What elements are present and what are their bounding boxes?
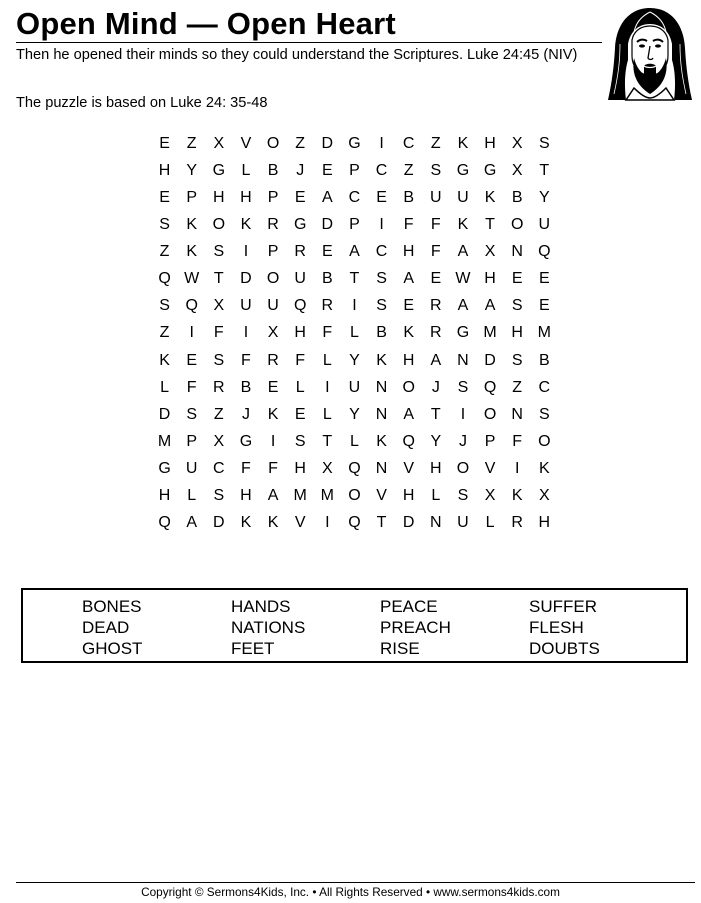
- word-search-grid: [151, 130, 558, 537]
- grid-letter[interactable]: S: [457, 487, 469, 505]
- grid-letter[interactable]: B: [376, 324, 387, 342]
- grid-letter[interactable]: A: [457, 297, 469, 315]
- grid-letter[interactable]: F: [213, 324, 224, 342]
- grid-letter[interactable]: D: [484, 351, 496, 369]
- grid-letter[interactable]: I: [189, 324, 194, 342]
- grid-letter[interactable]: K: [457, 134, 469, 152]
- grid-letter[interactable]: L: [187, 487, 197, 505]
- grid-letter[interactable]: A: [457, 243, 469, 261]
- grid-letter[interactable]: T: [430, 405, 441, 423]
- grid-letter[interactable]: P: [349, 215, 360, 233]
- word-list-item: HANDS: [231, 597, 291, 616]
- grid-letter[interactable]: R: [267, 215, 279, 233]
- grid-letter[interactable]: A: [403, 405, 415, 423]
- puzzle-source: The puzzle is based on Luke 24: 35-48: [16, 95, 268, 111]
- word-list-item: PEACE: [380, 597, 438, 616]
- grid-letter[interactable]: K: [240, 215, 252, 233]
- grid-letter[interactable]: Z: [430, 134, 441, 152]
- grid-letter[interactable]: D: [240, 270, 252, 288]
- grid-letter[interactable]: H: [213, 188, 225, 206]
- word-list-item: DEAD: [82, 618, 130, 637]
- grid-letter[interactable]: X: [511, 161, 523, 179]
- grid-letter[interactable]: H: [240, 487, 252, 505]
- grid-letter[interactable]: K: [267, 405, 279, 423]
- grid-letter[interactable]: O: [456, 460, 470, 478]
- grid-letter[interactable]: N: [457, 351, 469, 369]
- grid-letter[interactable]: F: [241, 351, 251, 369]
- grid-letter[interactable]: E: [511, 270, 523, 288]
- title-divider: [16, 42, 602, 43]
- grid-letter[interactable]: C: [375, 243, 388, 261]
- grid-letter[interactable]: T: [539, 161, 550, 179]
- grid-letter[interactable]: V: [484, 460, 496, 478]
- grid-letter[interactable]: Y: [430, 432, 442, 450]
- scripture-verse: Then he opened their minds so they could understand the Scriptures. Luke 24:45 (NIV): [16, 47, 578, 63]
- grid-letter[interactable]: U: [430, 188, 442, 206]
- grid-letter[interactable]: O: [538, 432, 551, 450]
- grid-letter[interactable]: H: [484, 134, 496, 152]
- grid-letter[interactable]: H: [158, 161, 171, 179]
- grid-letter[interactable]: I: [379, 134, 384, 152]
- grid-letter[interactable]: K: [376, 432, 387, 450]
- grid-letter[interactable]: M: [483, 324, 497, 342]
- grid-letter[interactable]: B: [403, 188, 415, 206]
- grid-letter[interactable]: P: [186, 432, 198, 450]
- grid-letter[interactable]: A: [267, 487, 279, 505]
- grid-letter[interactable]: P: [267, 243, 279, 261]
- grid-letter[interactable]: E: [159, 188, 170, 206]
- grid-letter[interactable]: S: [213, 351, 225, 369]
- grid-letter[interactable]: H: [538, 514, 551, 532]
- grid-letter[interactable]: K: [403, 324, 415, 342]
- grid-letter[interactable]: E: [294, 405, 306, 423]
- grid-letter[interactable]: K: [159, 351, 170, 369]
- grid-letter[interactable]: G: [456, 161, 470, 179]
- grid-letter[interactable]: B: [240, 378, 252, 396]
- grid-letter[interactable]: E: [376, 188, 387, 206]
- grid-letter[interactable]: S: [376, 297, 387, 315]
- grid-letter[interactable]: L: [241, 161, 251, 179]
- grid-letter[interactable]: E: [538, 297, 550, 315]
- grid-letter[interactable]: F: [295, 351, 306, 369]
- grid-letter[interactable]: A: [403, 270, 415, 288]
- grid-letter[interactable]: S: [511, 297, 523, 315]
- grid-letter[interactable]: F: [322, 324, 333, 342]
- grid-letter[interactable]: U: [240, 297, 252, 315]
- grid-letter[interactable]: L: [322, 351, 332, 369]
- grid-letter[interactable]: R: [430, 297, 442, 315]
- grid-letter[interactable]: H: [240, 188, 252, 206]
- grid-letter[interactable]: B: [267, 161, 279, 179]
- grid-letter[interactable]: X: [213, 134, 225, 152]
- grid-letter[interactable]: D: [158, 405, 171, 423]
- grid-letter[interactable]: Q: [402, 432, 415, 450]
- grid-letter[interactable]: E: [538, 270, 550, 288]
- grid-letter[interactable]: I: [325, 378, 330, 396]
- word-list-item: PREACH: [380, 618, 451, 637]
- grid-letter[interactable]: J: [241, 405, 250, 423]
- grid-letter[interactable]: D: [213, 514, 225, 532]
- grid-letter[interactable]: H: [402, 487, 415, 505]
- grid-letter[interactable]: K: [240, 514, 252, 532]
- grid-letter[interactable]: Q: [185, 297, 198, 315]
- grid-letter[interactable]: T: [376, 514, 387, 532]
- grid-letter[interactable]: Q: [538, 243, 551, 261]
- grid-letter[interactable]: L: [349, 432, 359, 450]
- grid-letter[interactable]: P: [484, 432, 496, 450]
- grid-letter[interactable]: M: [293, 487, 307, 505]
- grid-letter[interactable]: E: [430, 270, 442, 288]
- grid-letter[interactable]: L: [431, 487, 441, 505]
- grid-letter[interactable]: I: [460, 405, 466, 423]
- grid-letter[interactable]: G: [212, 161, 226, 179]
- grid-letter[interactable]: U: [294, 270, 306, 288]
- grid-letter[interactable]: F: [403, 215, 414, 233]
- grid-letter[interactable]: Y: [349, 351, 360, 369]
- grid-letter[interactable]: C: [402, 134, 415, 152]
- grid-letter[interactable]: A: [484, 297, 496, 315]
- grid-letter[interactable]: K: [538, 460, 550, 478]
- grid-letter[interactable]: G: [348, 134, 361, 152]
- grid-letter[interactable]: O: [348, 487, 361, 505]
- word-list: [82, 596, 678, 659]
- grid-letter[interactable]: H: [158, 487, 171, 505]
- grid-letter[interactable]: S: [186, 405, 198, 423]
- grid-letter[interactable]: R: [511, 514, 523, 532]
- page-title: Open Mind — Open Heart: [16, 6, 396, 41]
- copyright-footer: Copyright © Sermons4Kids, Inc. • All Rights Reserved • www.sermons4kids.com: [141, 885, 560, 899]
- footer-divider: [16, 882, 695, 883]
- grid-letter[interactable]: L: [160, 378, 170, 396]
- grid-letter[interactable]: K: [511, 487, 523, 505]
- grid-letter[interactable]: N: [375, 405, 388, 423]
- grid-letter[interactable]: D: [402, 514, 415, 532]
- grid-letter[interactable]: H: [402, 351, 415, 369]
- grid-letter[interactable]: I: [379, 215, 384, 233]
- grid-letter[interactable]: U: [538, 215, 551, 233]
- grid-letter[interactable]: K: [457, 215, 469, 233]
- grid-letter[interactable]: E: [267, 378, 279, 396]
- word-list-item: FEET: [231, 639, 275, 658]
- grid-letter[interactable]: S: [376, 270, 387, 288]
- grid-letter[interactable]: A: [430, 351, 442, 369]
- word-list-item: GHOST: [82, 639, 143, 658]
- grid-letter[interactable]: N: [375, 460, 388, 478]
- word-list-item: BONES: [82, 597, 142, 616]
- grid-letter[interactable]: R: [213, 378, 225, 396]
- grid-letter[interactable]: C: [348, 188, 361, 206]
- grid-letter[interactable]: M: [157, 432, 172, 450]
- grid-letter[interactable]: N: [511, 405, 523, 423]
- grid-letter[interactable]: S: [294, 432, 306, 450]
- grid-letter[interactable]: F: [186, 378, 197, 396]
- grid-letter[interactable]: S: [213, 243, 225, 261]
- grid-letter[interactable]: G: [483, 161, 497, 179]
- grid-letter[interactable]: F: [512, 432, 523, 450]
- grid-letter[interactable]: Q: [293, 297, 307, 315]
- grid-letter[interactable]: P: [349, 161, 360, 179]
- grid-letter[interactable]: W: [455, 270, 471, 288]
- grid-letter[interactable]: Q: [348, 514, 361, 532]
- grid-letter[interactable]: Z: [159, 243, 170, 261]
- grid-letter[interactable]: P: [267, 188, 279, 206]
- grid-letter[interactable]: P: [186, 188, 198, 206]
- grid-letter[interactable]: H: [402, 243, 415, 261]
- grid-letter[interactable]: X: [511, 134, 523, 152]
- grid-letter[interactable]: Y: [186, 161, 198, 179]
- grid-letter[interactable]: N: [375, 378, 388, 396]
- grid-letter[interactable]: L: [322, 405, 332, 423]
- grid-letter[interactable]: V: [294, 514, 306, 532]
- grid-letter[interactable]: Q: [158, 270, 171, 288]
- grid-letter[interactable]: U: [457, 188, 469, 206]
- grid-letter[interactable]: M: [537, 324, 551, 342]
- grid-letter[interactable]: O: [266, 270, 280, 288]
- grid-letter[interactable]: I: [243, 324, 249, 342]
- grid-letter[interactable]: L: [349, 324, 359, 342]
- grid-letter[interactable]: G: [239, 432, 253, 450]
- grid-letter[interactable]: W: [184, 270, 200, 288]
- grid-letter[interactable]: Z: [186, 134, 197, 152]
- grid-letter[interactable]: S: [159, 297, 170, 315]
- grid-letter[interactable]: Y: [349, 405, 360, 423]
- grid-letter[interactable]: R: [430, 324, 442, 342]
- grid-letter[interactable]: E: [321, 161, 333, 179]
- grid-letter[interactable]: S: [457, 378, 469, 396]
- grid-letter[interactable]: Z: [295, 134, 306, 152]
- grid-letter[interactable]: J: [431, 378, 440, 396]
- grid-letter[interactable]: E: [403, 297, 415, 315]
- grid-letter[interactable]: X: [484, 487, 496, 505]
- jesus-portrait-icon: [606, 4, 694, 102]
- grid-letter[interactable]: O: [510, 215, 524, 233]
- grid-letter[interactable]: I: [243, 243, 249, 261]
- grid-letter[interactable]: S: [511, 351, 523, 369]
- grid-letter[interactable]: K: [376, 351, 387, 369]
- grid-letter[interactable]: N: [511, 243, 523, 261]
- grid-letter[interactable]: I: [514, 460, 520, 478]
- grid-letter[interactable]: X: [538, 487, 550, 505]
- grid-letter[interactable]: D: [321, 134, 334, 152]
- grid-letter[interactable]: H: [484, 270, 496, 288]
- grid-letter[interactable]: O: [212, 215, 226, 233]
- grid-letter[interactable]: B: [321, 270, 333, 288]
- grid-letter[interactable]: S: [430, 161, 442, 179]
- grid-letter[interactable]: E: [186, 351, 198, 369]
- grid-letter[interactable]: V: [403, 460, 415, 478]
- grid-letter[interactable]: X: [213, 297, 225, 315]
- grid-letter[interactable]: B: [511, 188, 523, 206]
- grid-letter[interactable]: X: [267, 324, 279, 342]
- grid-letter[interactable]: C: [538, 378, 551, 396]
- grid-letter[interactable]: E: [159, 134, 170, 152]
- grid-letter[interactable]: A: [321, 188, 333, 206]
- grid-letter[interactable]: T: [322, 432, 333, 450]
- grid-letter[interactable]: V: [240, 134, 252, 152]
- grid-letter[interactable]: E: [294, 188, 306, 206]
- grid-letter[interactable]: F: [430, 243, 441, 261]
- grid-letter[interactable]: A: [349, 243, 360, 261]
- word-list-item: SUFFER: [529, 597, 597, 616]
- grid-letter[interactable]: L: [485, 514, 495, 532]
- grid-letter[interactable]: Y: [538, 188, 550, 206]
- grid-letter[interactable]: Z: [403, 161, 414, 179]
- grid-letter[interactable]: I: [352, 297, 357, 315]
- grid-letter[interactable]: O: [402, 378, 415, 396]
- grid-letter[interactable]: C: [375, 161, 388, 179]
- grid-letter[interactable]: F: [268, 460, 278, 478]
- grid-letter[interactable]: G: [158, 460, 171, 478]
- grid-letter[interactable]: V: [376, 487, 387, 505]
- grid-letter[interactable]: Q: [483, 378, 497, 396]
- grid-letter[interactable]: R: [267, 351, 279, 369]
- grid-letter[interactable]: M: [320, 487, 334, 505]
- grid-letter[interactable]: A: [186, 514, 198, 532]
- grid-letter[interactable]: F: [241, 460, 251, 478]
- grid-letter[interactable]: G: [456, 324, 470, 342]
- grid-letter[interactable]: U: [348, 378, 361, 396]
- grid-letter[interactable]: K: [186, 215, 198, 233]
- grid-letter[interactable]: J: [458, 432, 467, 450]
- grid-letter[interactable]: K: [267, 514, 279, 532]
- grid-letter[interactable]: E: [321, 243, 333, 261]
- grid-letter[interactable]: Q: [158, 514, 171, 532]
- word-bank: [21, 588, 688, 663]
- grid-letter[interactable]: S: [538, 134, 550, 152]
- grid-letter[interactable]: G: [293, 215, 307, 233]
- grid-letter[interactable]: I: [270, 432, 276, 450]
- grid-letter[interactable]: R: [294, 243, 306, 261]
- grid-letter[interactable]: O: [483, 405, 497, 423]
- grid-letter[interactable]: T: [349, 270, 360, 288]
- grid-letter[interactable]: H: [294, 324, 306, 342]
- grid-letter[interactable]: Z: [512, 378, 523, 396]
- grid-letter[interactable]: S: [213, 487, 225, 505]
- grid-letter[interactable]: R: [321, 297, 334, 315]
- grid-letter[interactable]: L: [295, 378, 305, 396]
- grid-letter[interactable]: H: [511, 324, 523, 342]
- grid-letter[interactable]: B: [538, 351, 550, 369]
- grid-letter[interactable]: J: [296, 161, 305, 179]
- grid-letter[interactable]: F: [430, 215, 441, 233]
- word-list-item: DOUBTS: [529, 639, 600, 658]
- grid-letter[interactable]: H: [430, 460, 442, 478]
- grid-letter[interactable]: U: [457, 514, 469, 532]
- grid-letter[interactable]: T: [485, 215, 495, 233]
- grid-letter[interactable]: I: [325, 514, 330, 532]
- word-list-item: RISE: [380, 639, 420, 658]
- grid-letter[interactable]: N: [430, 514, 442, 532]
- grid-letter[interactable]: U: [185, 460, 198, 478]
- grid-letter[interactable]: H: [294, 460, 306, 478]
- grid-letter[interactable]: Z: [159, 324, 170, 342]
- grid-letter[interactable]: O: [266, 134, 280, 152]
- grid-letter[interactable]: X: [213, 432, 225, 450]
- word-list-item: FLESH: [529, 618, 584, 637]
- grid-letter[interactable]: K: [484, 188, 496, 206]
- grid-letter[interactable]: K: [186, 243, 198, 261]
- grid-letter[interactable]: S: [538, 405, 550, 423]
- grid-letter[interactable]: X: [321, 460, 333, 478]
- grid-letter[interactable]: S: [159, 215, 170, 233]
- grid-letter[interactable]: X: [484, 243, 496, 261]
- grid-letter[interactable]: Q: [348, 460, 361, 478]
- grid-letter[interactable]: U: [267, 297, 279, 315]
- grid-letter[interactable]: Z: [213, 405, 224, 423]
- word-list-item: NATIONS: [231, 618, 306, 637]
- grid-letter[interactable]: D: [321, 215, 334, 233]
- grid-letter[interactable]: T: [213, 270, 224, 288]
- grid-letter[interactable]: C: [213, 460, 225, 478]
